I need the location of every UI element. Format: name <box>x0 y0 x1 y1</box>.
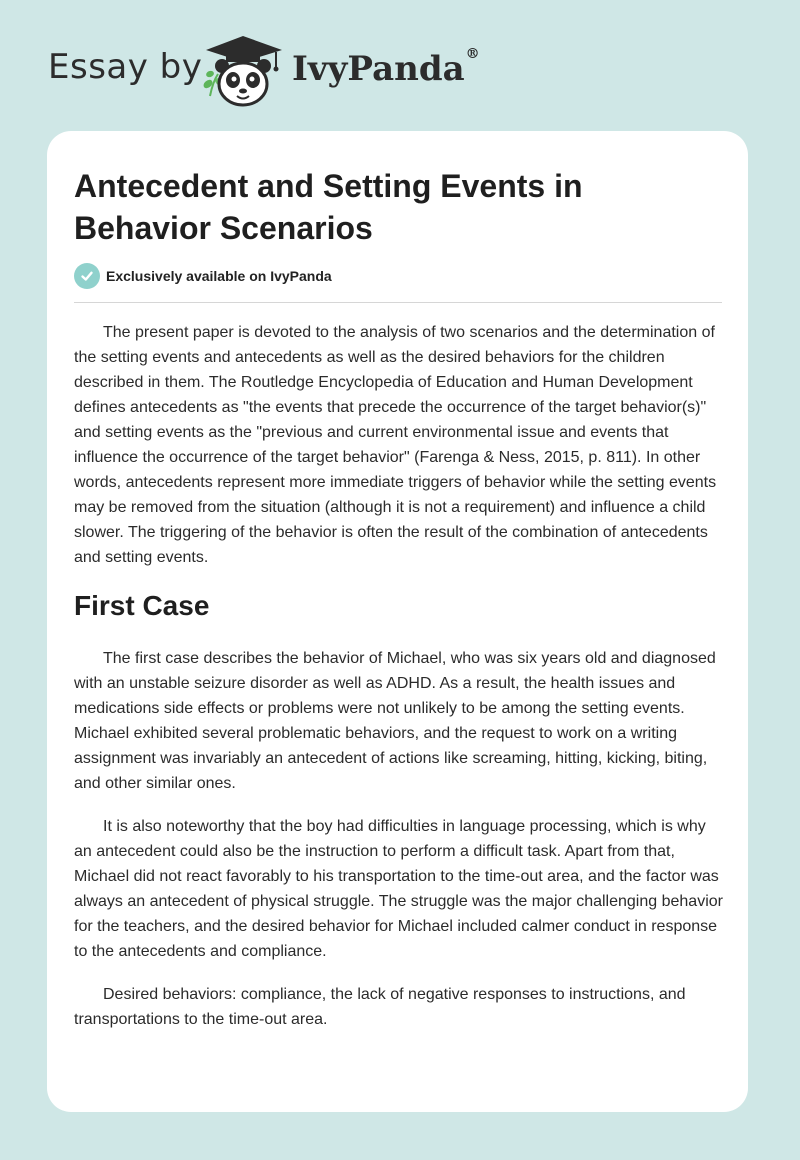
site-header <box>0 0 800 130</box>
trademark-mark: ® <box>465 45 480 62</box>
section-heading: First Case <box>74 590 210 621</box>
paragraph: The present paper is devoted to the analysis of two scenarios and the determination of the setting events and antecedents as well as the desired behaviors for the children described in them. The Routledge Encyclopedia of Education and Human Development defines antecedents as "the events that precede the occurrence of the target behavior(s)" and setting events as the "previous and current environmental issue and events that influence the occurrence of the target behavior" (Farenga & Ness, 2015, p. 811). In other words, antecedents represent more immediate triggers of behavior while the setting events may be removed from the situation (although it is not a requirement) and influence a child slower. The triggering of the behavior is often the result of the combination of antecedents and setting events. <box>74 324 717 566</box>
essay-card <box>47 131 748 1112</box>
paragraph: It is also noteworthy that the boy had difficulties in language processing, which is why an antecedent could also be the instruction to perform a difficult task. Apart from that, Michael did not react favorably to his transportation to the time-out area, and the factor was always an antecedent of physical struggle. The struggle was the major challenging behavior for the teachers, and the desired behavior for Michael included calmer conduct in response to the antecedents and compliance. <box>74 818 723 960</box>
page-title: Antecedent and Setting Events in Behavior Scenarios <box>74 168 583 246</box>
brand-name[interactable] <box>292 45 480 89</box>
brand-name-text: IvyPanda <box>292 49 465 89</box>
panda-logo-icon[interactable] <box>196 34 290 108</box>
paragraph: The first case describes the behavior of Michael, who was six years old and diagnosed with an unstable seizure disorder as well as ADHD. As a result, the health issues and medications side effects or problems were not unlikely to be among the setting events. Michael exhibited several problematic behaviors, and the request to work on a writing assignment was invariably an antecedent of actions like screaming, hitting, kicking, biting, and other similar ones. <box>74 650 716 792</box>
divider <box>74 302 722 303</box>
badge-text: Exclusively available on IvyPanda <box>106 268 332 284</box>
paragraph: Desired behaviors: compliance, the lack of negative responses to instructions, and transportations to the time-out area. <box>74 986 686 1028</box>
brand-prefix: Essay by <box>48 47 203 87</box>
check-icon <box>74 263 100 289</box>
essay-body <box>74 320 724 1050</box>
exclusive-badge <box>74 261 332 291</box>
